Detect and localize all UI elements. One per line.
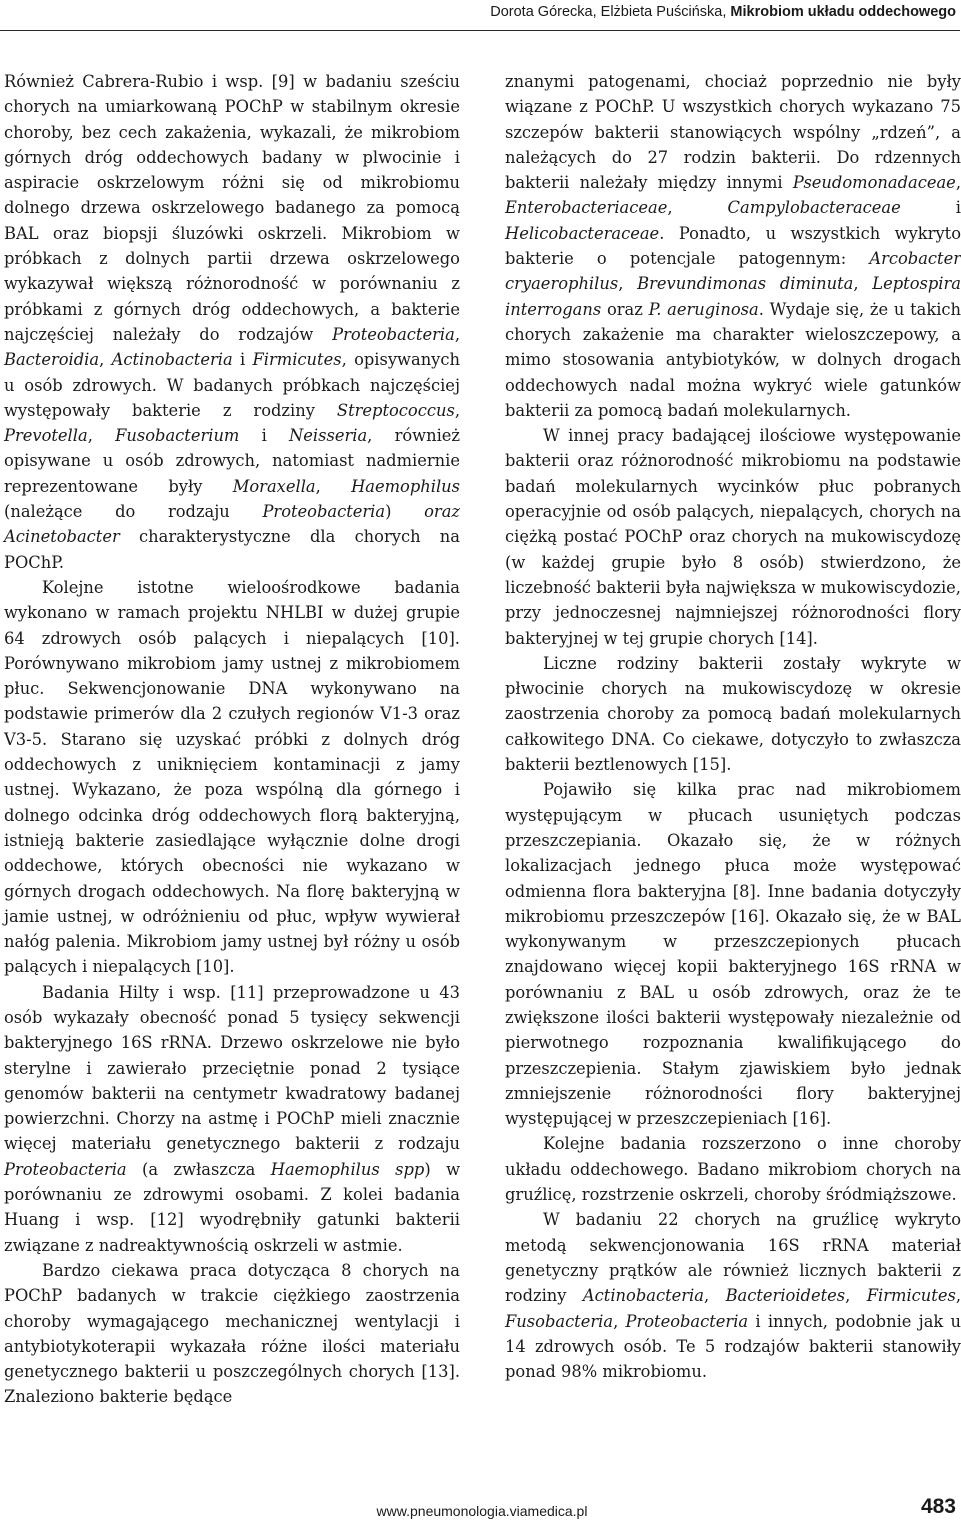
paragraph: W badaniu 22 chorych na gruźlicę wykryto metodą sekwencjonowania 16S rRNA materiał genetyczny prątków ale również licznych bakterii z rodziny Actinobacteria, Bacterioidetes, Firmicutes, Fusobacteria, Proteobacteria i innych, podobnie jak u 14 zdrowych osób. Te 5 rodzajów bakterii stanowiły ponad 98% mikrobiomu.	[505, 1210, 961, 1382]
paragraph: Bardzo ciekawa praca dotycząca 8 chorych na POChP badanych w trakcie ciężkiego zaostrzenia choroby wymagającego mechanicznej wentylacji i antybiotykoterapii wykazała różne ilości materiału genetycznego bakterii u poszczególnych chorych [13]. Znaleziono bakterie będące	[4, 1260, 460, 1407]
header-title: Mikrobiom układu oddechowego	[730, 4, 956, 20]
right-column	[505, 69, 961, 1484]
paragraph: Pojawiło się kilka prac nad mikrobiomem występującym w płucach usuniętych podczas przeszczepiania. Okazało się, że w różnych lokalizacjach jednego płuca może występować odmienna flora bakteryjna [8]. Inne badania dotyczyły mikrobiomu przeszczepów [16]. Okazało się, że w BAL wykonywanym w przeszczepionych płucach znajdowano więcej kopii bakteryjnego 16S rRNA w porównaniu z BAL u osób zdrowych, oraz że te zwiększone ilości bakterii występowały niezależnie od pierwotnego rozpoznania kwalifikującego do przeszczepienia. Stałym zjawiskiem było jednak zmniejszenie różnorodności flory bakteryjnej występującej w przeszczepieniach [16].	[505, 780, 961, 1129]
paragraph: znanymi patogenami, chociaż poprzednio nie były wiązane z POChP. U wszystkich chorych wykazano 75 szczepów bakterii stanowiących wspólny „rdzeń”, a należących do 27 rodzin bakterii. Do rdzennych bakterii należały między innymi Pseudomonadaceae, Enterobacteriaceae, Campylobacteraceae i Helicobacteraceae. Ponadto, u wszystkich wykryto bakterie o potencjale patogennym: Arcobacter cryaerophilus, Brevundimonas diminuta, Leptospira interrogans oraz P. aeruginosa. Wydaje się, że u takich chorych zakażenie ma charakter wieloszczepowy, a mimo stosowania antybiotyków, w dolnych drogach oddechowych nadal można wykryć wiele gatunków bakterii za pomocą badań molekularnych.	[505, 72, 961, 420]
header-authors: Dorota Górecka, Elżbieta Puścińska,	[490, 4, 731, 20]
paragraph: Kolejne istotne wieloośrodkowe badania wykonano w ramach projektu NHLBI w dużej grupie 64 zdrowych osób palących i niepalących [10]. Porównywano mikrobiom jamy ustnej z mikrobiomem płuc. Sekwencjonowanie DNA wykonywano na podstawie primerów dla 2 czułych regionów V1-3 oraz V3-5. Starano się uzyskać próbki z dolnych dróg oddechowych z uniknięciem kontaminacji z jamy ustnej. Wykazano, że poza wspólną dla górnego i dolnego odcinka dróg oddechowych florą bakteryjną, istnieją bakterie zasiedlające wyłącznie dolne drogi oddechowe, których obecności nie wykazano w górnych drogach oddechowych. Na florę bakteryjną w jamie ustnej, w odróżnieniu od płuc, wpływ wywierał nałóg palenia. Mikrobiom jamy ustnej był różny u osób palących i niepalących [10].	[4, 577, 460, 977]
paragraph: Kolejne badania rozszerzono o inne choroby układu oddechowego. Badano mikrobiom chorych na gruźlicę, rozstrzenie oskrzeli, choroby śródmiąższowe.	[505, 1134, 961, 1205]
journal-url: www.pneumonologia.viamedica.pl	[376, 1503, 588, 1519]
header-rule	[0, 30, 960, 31]
paragraph: Liczne rodziny bakterii zostały wykryte w płwocinie chorych na mukowiscydozę w okresie zaostrzenia choroby za pomocą badań molekularnych całkowitego DNA. Co ciekawe, dotyczyło to zwłaszcza bakterii beztlenowych [15].	[505, 653, 961, 775]
running-header	[0, 0, 960, 30]
paragraph: Również Cabrera-Rubio i wsp. [9] w badaniu sześciu chorych na umiarkowaną POChP w stabilnym okresie choroby, bez cech zakażenia, wykazali, że mikrobiom górnych dróg oddechowych badany w plwocinie i aspiracie oskrzelowym różni się od mikrobiomu dolnego drzewa oskrzelowego badanego za pomocą BAL oraz biopsji śluzówki oskrzeli. Mikrobiom w próbkach z dolnych partii drzewa oskrzelowego wykazywał większą różnorodność w porównaniu z próbkami z górnych dróg oddechowych, a bakterie najczęściej należały do rodzajów Proteobacteria, Bacteroidia, Actinobacteria i Firmicutes, opisywanych u osób zdrowych. W badanych próbkach najczęściej występowały bakterie z rodziny Streptococcus, Prevotella, Fusobacterium i Neisseria, również opisywane u osób zdrowych, natomiast nadmiernie reprezentowane były Moraxella, Haemophilus (należące do rodzaju Proteobacteria) oraz Acinetobacter charakterystyczne dla chorych na POChP.	[4, 72, 461, 572]
page-number: 483	[920, 1495, 956, 1518]
left-column	[4, 69, 460, 1484]
paragraph: Badania Hilty i wsp. [11] przeprowadzone u 43 osób wykazały obecność ponad 5 tysięcy sekwencji bakteryjnego 16S rRNA. Drzewo oskrzelowe nie było sterylne i zawierało przeciętnie ponad 2 tysiące genomów bakterii na centymetr kwadratowy badanej powierzchni. Chorzy na astmę i POChP mieli znacznie więcej materiału genetycznego bakterii z rodzaju Proteobacteria (a zwłaszcza Haemophilus spp) w porównaniu ze zdrowymi osobami. Z kolei badania Huang i wsp. [12] wyodrębniły gatunki bakterii związane z nadreaktywnością oskrzeli w astmie.	[4, 982, 461, 1255]
paragraph: W innej pracy badającej ilościowe występowanie bakterii oraz różnorodność mikrobiomu na podstawie badań molekularnych wycinków płuc pobranych operacyjnie od osób palących, niepalących, chorych na ciężką postać POChP oraz chorych na mukowiscydozę (w każdej grupie było 8 osób) stwierdzono, że liczebność bakterii była największa w mukowiscydozie, przy jednoczesnej najmniejszej różnorodności flory bakteryjnej w tej grupie chorych [14].	[505, 426, 961, 648]
